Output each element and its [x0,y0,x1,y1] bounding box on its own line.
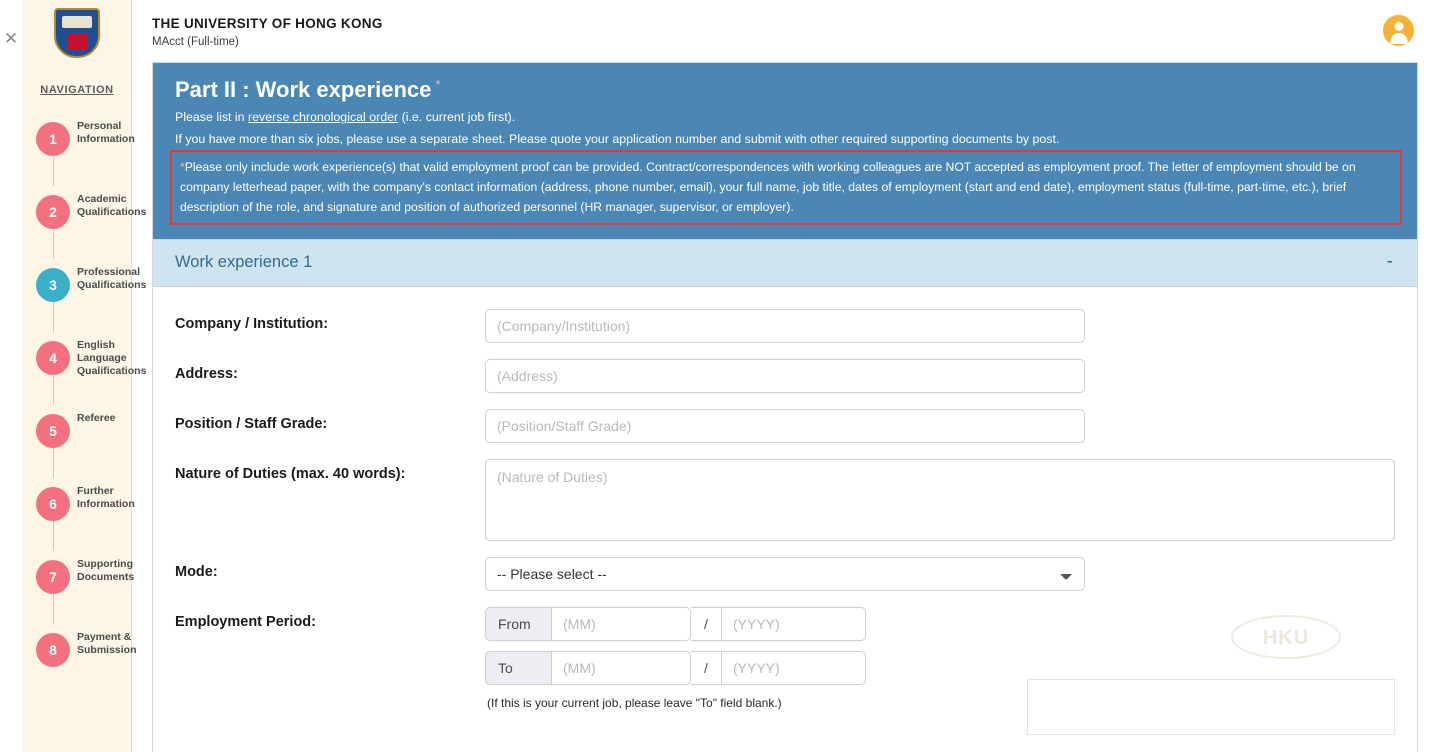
duties-textarea[interactable] [485,459,1395,541]
part-header [153,63,1417,239]
sidebar-item-academic-qualifications[interactable] [22,185,147,258]
position-row [153,409,1417,443]
notice-asterisk: * [180,160,185,174]
instruction-line-1 [175,109,1397,125]
work-experience-form [153,287,1417,749]
period-from-group [485,607,866,641]
mode-row [153,557,1417,591]
to-year-input[interactable] [721,651,866,685]
avatar[interactable] [1383,15,1414,46]
nav-step-number: 6 [36,487,70,521]
sidebar-item-supporting-documents[interactable] [22,550,135,623]
sidebar-item-label: English Language Qualifications [77,339,147,377]
hku-crest-icon [52,8,102,62]
sidebar-item-label: Personal Information [77,120,135,145]
mode-label: Mode: [175,564,218,580]
sidebar-item-label: Payment & Submission [77,631,137,656]
mode-select[interactable] [485,557,1085,591]
navigation-list [22,112,147,696]
current-job-note: (If this is your current job, please leave "To" field blank.) [487,696,782,710]
company-label: Company / Institution: [175,316,329,332]
to-slash-separator: / [691,651,721,685]
sidebar-item-label: Referee [77,412,116,424]
position-label: Position / Staff Grade: [175,416,328,432]
employment-proof-notice [170,150,1402,225]
sidebar [22,0,147,752]
address-row [153,359,1417,393]
sidebar-item-payment-submission[interactable] [22,623,137,696]
nav-step-number: 5 [36,414,70,448]
notice-text: Please only include work experience(s) that valid employment proof can be provided. Contract/correspondences with working colleagues are NOT accepted as employment proof. The letter of employment should be on company letterhead paper, with the company's contact information (address, phone number, email), your full name, job title, dates of employment (start and end date), employment status (full-time, part-time, etc.), brief description of the role, and signature and position of authorized personnel (HR manager, supervisor, or employer). [180,160,1356,214]
collapse-toggle-icon[interactable]: - [1386,251,1393,272]
instruction-line-2: If you have more than six jobs, please use a separate sheet. Please quote your application number and submit with other required supporting documents by post. [175,132,1060,146]
nav-step-number: 3 [36,268,70,302]
from-tag: From [485,607,551,641]
position-input[interactable] [485,409,1085,443]
employment-period-fields [485,607,866,710]
sidebar-item-personal-information[interactable] [22,112,135,185]
company-input[interactable] [485,309,1085,343]
address-label: Address: [175,366,238,382]
address-input[interactable] [485,359,1085,393]
nav-step-number: 2 [36,195,70,229]
university-name: THE UNIVERSITY OF HONG KONG [152,16,383,31]
to-tag: To [485,651,551,685]
sidebar-item-label: Academic Qualifications [77,193,147,218]
sidebar-item-professional-qualifications[interactable] [22,258,147,331]
page-header [132,0,1440,60]
navigation-title: NAVIGATION [40,84,114,96]
from-year-input[interactable] [721,607,866,641]
duties-row [153,459,1417,541]
hku-watermark: HKU [1231,615,1341,659]
required-asterisk: * [435,77,441,92]
nav-step-number: 4 [36,341,70,375]
sidebar-item-further-information[interactable] [22,477,135,550]
programme-name: MAcct (Full-time) [152,36,239,48]
nav-step-number: 8 [36,633,70,667]
close-icon[interactable]: ✕ [3,29,19,48]
from-slash-separator: / [691,607,721,641]
main-panel [152,62,1418,752]
to-month-input[interactable] [551,651,691,685]
sidebar-item-english-language-qualifications[interactable] [22,331,147,404]
nav-step-number: 7 [36,560,70,594]
page-title: Part II : Work experience [175,77,432,102]
from-month-input[interactable] [551,607,691,641]
sidebar-item-referee[interactable] [22,404,132,477]
instruction-suffix: (i.e. current job first). [398,110,516,124]
work-experience-section-header [153,239,1417,287]
instruction-prefix: Please list in [175,110,249,124]
sidebar-item-label: Professional Qualifications [77,266,147,291]
company-row [153,309,1417,343]
instruction-underline: reverse chronological order [248,110,399,124]
employment-period-label: Employment Period: [175,614,316,630]
empty-placeholder-box [1027,679,1395,735]
period-to-group [485,651,866,685]
sidebar-item-label: Supporting Documents [77,558,135,583]
duties-label: Nature of Duties (max. 40 words): [175,466,406,482]
sidebar-item-label: Further Information [77,485,135,510]
section-title: Work experience 1 [175,253,313,271]
nav-step-number: 1 [36,122,70,156]
